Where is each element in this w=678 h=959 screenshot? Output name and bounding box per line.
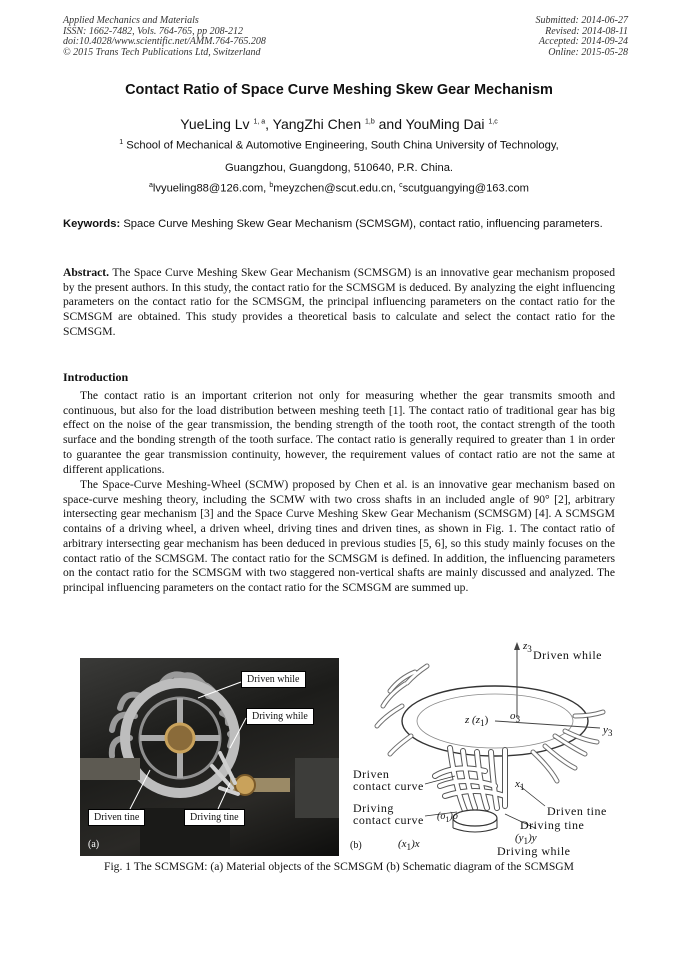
email-c[interactable]: scutguangying@163.com (402, 182, 529, 195)
axis-label-z3: $z_3$ (523, 640, 532, 655)
label-driving-tine: Driving tine (184, 809, 245, 826)
issn-line: ISSN: 1662-7482, Vols. 764-765, pp 208-212 (63, 25, 243, 37)
copyright-line: © 2015 Trans Tech Publications Ltd, Switzerland (63, 46, 261, 58)
abstract-text: The Space Curve Meshing Skew Gear Mechanism (SCMSGM) is an innovative gear mechanism proposed by the present authors. In this study, the contact ratio for the SCMSGM is deduced. By analyzing the eight influencing parameters on the contact ratio for the SCMSGM, the principal influencing parameters on the contact ratio for the SCMSGM are obtained. This study provides a theoretical basis to calculate and select the contact ratio for the SCMSGM. (63, 266, 615, 338)
keywords-label: Keywords: (63, 218, 121, 230)
axis-label-z-z1: z $(z_1)$ (465, 714, 489, 729)
label-driven-tine: Driven tine (88, 809, 145, 826)
paper-title: Contact Ratio of Space Curve Meshing Skew Gear Mechanism (125, 82, 553, 98)
affiliation-line-2: Guangzhou, Guangdong, 510640, P.R. China. (224, 162, 454, 174)
journal-info (63, 16, 266, 58)
author-3: YouMing Dai (405, 116, 485, 132)
affiliation-line-1: $^1$ School of Mechanical & Automotive Engineering, South China University of Technology, (119, 139, 559, 152)
author-2: YangZhi Chen (272, 116, 362, 132)
submitted-date: Submitted: 2014-06-27 (535, 15, 628, 26)
axis-label-y1-y: $(y_1)y$ (515, 832, 537, 847)
panel-label-b: (b) (350, 840, 362, 851)
label-driving-tine-b: Driving tine (520, 818, 585, 832)
and-word: and (378, 116, 402, 132)
keywords-text: Space Curve Meshing Skew Gear Mechanism (SCMSGM), contact ratio, influencing parameters. (123, 218, 603, 230)
axis-label-o3: $o_3$ (510, 710, 521, 725)
axis-label-x1: $x_1$ (515, 778, 525, 793)
journal-name: Applied Mechanics and Materials (63, 15, 199, 26)
intro-paragraph-1: The contact ratio is an important criterion not only for measuring whether the gear transmits smooth and continuous, but also for the load distribution between meshing teeth [1]. The contact ratio of traditional gear has big effect on the noise of the gear transmission, the bending strength of the tooth root, the contact strength of the tooth surface and the bonding strength of the tooth surface. The contact ratio is generally required to greater than 1 in order to guarantee the gear transmission continuity, however, the requirement values of contact ratio are not the same at different applications. (63, 389, 615, 476)
affiliation-sup: 1 (119, 139, 124, 146)
label-driving-while: Driving while (246, 708, 314, 725)
intro-paragraph-2: The Space-Curve Meshing-Wheel (SCMW) proposed by Chen et al. is an innovative gear mechanism based on space-curve meshing theory, including the SCMW with two cross shafts in an included angle of 90° [2], arbitrary intersecting gear mechanism [3] and the Space Curve Meshing Skew Gear Mechanism (SCMSGM) [4]. A SCMSGM contains of a driving wheel, a driven wheel, driving tines and driven tines, as shown in Fig. 1. The contact ratio of arbitrary intersecting gear mechanism has been deduced in previous studies [5, 6], so this study mainly focuses on the contact ratio of the SCMSGM. The contact ratio for the SCMSGM is defined. In addition, the influencing parameters on the contact ratio for the SCMSGM with two staggered non-vertical shafts are mainly discussed and analyzed. The principal influencing parameters on the contact ratio for the SCMSGM are summed up. (63, 478, 615, 594)
photo-leader-lines (80, 658, 339, 856)
dates-info (536, 16, 629, 58)
label-driven-contact-curve: Driven contact curve (353, 767, 424, 793)
author-1: YueLing Lv (180, 116, 250, 132)
figure-photo (80, 658, 339, 856)
figure-schematic (345, 636, 620, 860)
axis-label-x1-x: $(x_1)x$ (398, 838, 420, 853)
label-driven-tine-b: Driven tine (547, 804, 607, 818)
section-heading-introduction: Introduction (63, 370, 129, 384)
email-line: $^a$lvyueling88@126.com, $^b$meyzchen@scut.edu.cn, $^c$scutguangying@163.com (149, 182, 529, 195)
accepted-date: Accepted: 2014-09-24 (538, 36, 628, 47)
label-driving-while-b: Driving while (497, 844, 571, 858)
email-a[interactable]: lvyueling88@126.com, (152, 182, 267, 195)
panel-label-a: (a) (88, 839, 100, 850)
online-date: Online: 2015-05-28 (548, 46, 628, 58)
revised-date: Revised: 2014-08-11 (545, 25, 628, 37)
author-2-sup: 1,b (365, 118, 375, 126)
email-b[interactable]: meyzchen@scut.edu.cn, (273, 182, 396, 195)
abstract (63, 266, 615, 340)
author-list: YueLing Lv $^{1, a}$, YangZhi Chen $^{1,b}$ and YouMing Dai $^{1,c}$ (180, 116, 498, 132)
axis-label-o1-o: $(o_1)o$ (437, 811, 458, 824)
doi-line: doi:10.4028/www.scientific.net/AMM.764-765.208 (63, 36, 266, 47)
label-driving-contact-curve: Driving contact curve (353, 801, 424, 827)
abstract-label: Abstract. (63, 266, 110, 279)
author-3-sup: 1,c (488, 118, 498, 126)
axis-label-y3: $y_3$ (603, 724, 613, 739)
figure-caption: Fig. 1 The SCMSGM: (a) Material objects of the SCMSGM (b) Schematic diagram of the SCMSGM (104, 860, 574, 873)
author-1-sup: 1, a (253, 118, 266, 126)
keywords (63, 217, 615, 232)
label-driven-while: Driven while (241, 671, 306, 688)
label-driven-while-b: Driven while (533, 648, 602, 662)
